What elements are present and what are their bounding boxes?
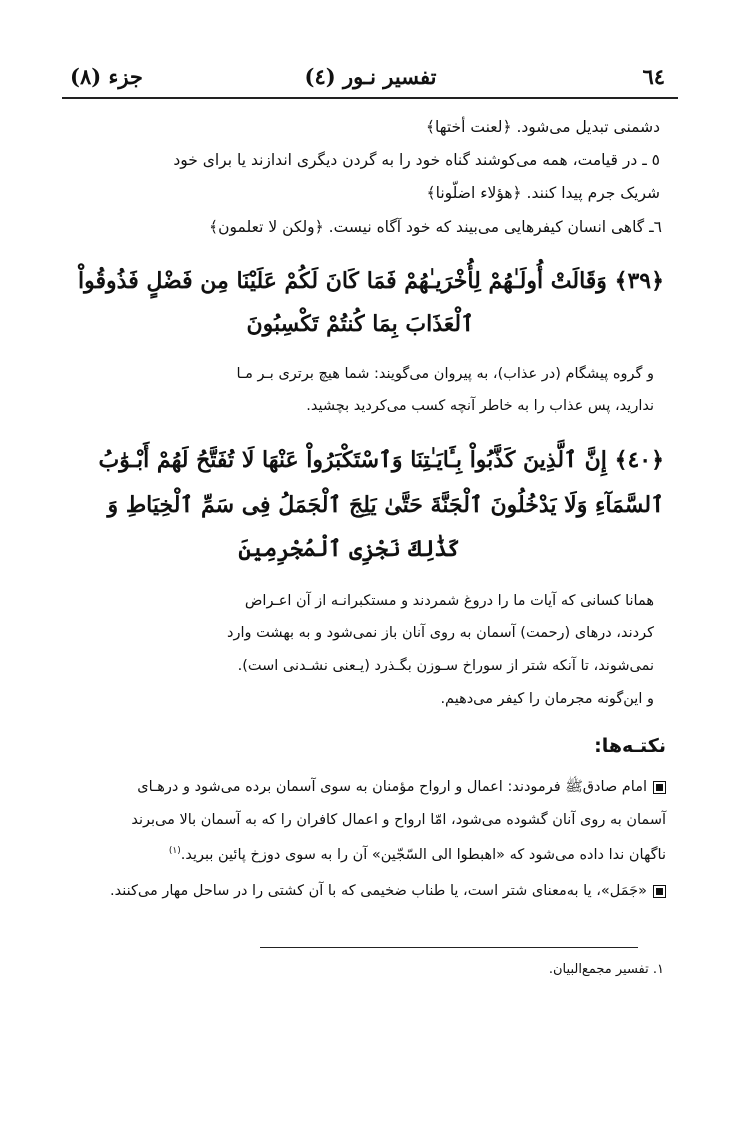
footnote-divider: [260, 947, 638, 948]
header-divider: [62, 97, 678, 99]
translation-line: ندارید، پس عذاب را به خاطر آنچه کسب می‌کردید بچشید.: [306, 398, 654, 414]
part-label: جزء (٨): [70, 64, 143, 89]
note-line: آسمان به روی آنان گشوده می‌شود، امّا ارواح و اعمال کافران را که به آسمان بالا می‌برند: [131, 812, 666, 828]
translation-line: و گروه پیشگام (در عذاب)، به پیروان می‌گویند: شما هیچ برتری بـر مـا: [236, 366, 654, 382]
paragraph-line: ٦ـ گاهی انسان کیفرهایی می‌بیند که خود آگاه نیست. ﴿ولکن لا تعلمون﴾: [209, 218, 662, 236]
note-text: امام صادقﷺ فرمودند: اعمال و ارواح مؤمنان به سوی آسمان برده می‌شود و درهـای: [137, 779, 647, 795]
translation-line: نمی‌شوند، تا آنکه شتر از سوراخ سـوزن بگـذرد (یـعنی نشـدنی است).: [237, 658, 654, 674]
square-bullet-icon: [653, 885, 666, 898]
verse-40-line: ﴿٤٠﴾ إِنَّ ٱلَّذِینَ كَذَّبُواْ بِـَٔایَـٰتِنَا وَٱسْتَكْبَرُواْ عَنْهَا لَا تُفَتَّحُ لَهُمْ أَبْـوَٰبُ: [98, 447, 664, 473]
note-text: «جَمَل»، یا به‌معنای شتر است، یا طناب ضخیمی که با آن کشتی را در ساحل مهار می‌کنند.: [110, 883, 647, 899]
verse-40-line: ٱلسَّمَآءِ وَلَا یَدْخُلُونَ ٱلْجَنَّةَ حَتَّىٰ یَلِجَ ٱلْجَمَلُ فِى سَمِّ ٱلْخِیَاطِ وَ: [107, 492, 664, 518]
book-title: تفسیر نـور (٤): [304, 64, 437, 89]
footnote-ref: (١): [168, 846, 181, 856]
paragraph-line: دشمنی تبدیل می‌شود. ﴿لعنت أختها﴾: [425, 118, 660, 136]
note-line: [137, 778, 666, 799]
paragraph-line: ٥ ـ در قیامت، همه می‌کوشند گناه خود را به گردن دیگری اندازند یا برای خود: [173, 151, 660, 169]
page-header: [68, 58, 673, 98]
verse-40-line: كَذَٰلِكَ نَجْزِى ٱلْمُجْرِمِینَ: [238, 536, 460, 562]
translation-line: کردند، درهای (رحمت) آسمان به روی آنان باز نمی‌شود و به بهشت وارد: [227, 625, 654, 641]
verse-39-line: ﴿٣٩﴾ وَقَالَتْ أُولَـٰهُمْ لِأُخْرَیـٰهُمْ فَمَا كَانَ لَكُمْ عَلَیْنَا مِن فَضْلٍ فَذُوقُواْ: [78, 268, 664, 294]
translation-line: و این‌گونه مجرمان را کیفر می‌دهیم.: [440, 691, 654, 707]
square-bullet-icon: [653, 781, 666, 794]
note-line: [169, 846, 666, 863]
page-number: ٦٤: [642, 64, 665, 89]
note-text: ناگهان ندا داده می‌شود که «اهبطوا الی السّجّین» آن را به سوی دوزخ پائین ببرید.: [180, 846, 666, 863]
footnote: ١. تفسیر مجمع‌البیان.: [548, 962, 664, 977]
note-line: [110, 883, 666, 899]
translation-line: همانا کسانی که آیات ما را دروغ شمردند و مستکبرانـه از آن اعـراض: [244, 593, 654, 609]
notes-title: نکتـه‌ها:: [594, 735, 666, 757]
paragraph-line: شریک جرم پیدا کنند. ﴿هؤلاء اضلّونا﴾: [426, 184, 660, 202]
verse-39-line: ٱلْعَذَابَ بِمَا كُنتُمْ تَكْسِبُونَ: [246, 311, 474, 337]
